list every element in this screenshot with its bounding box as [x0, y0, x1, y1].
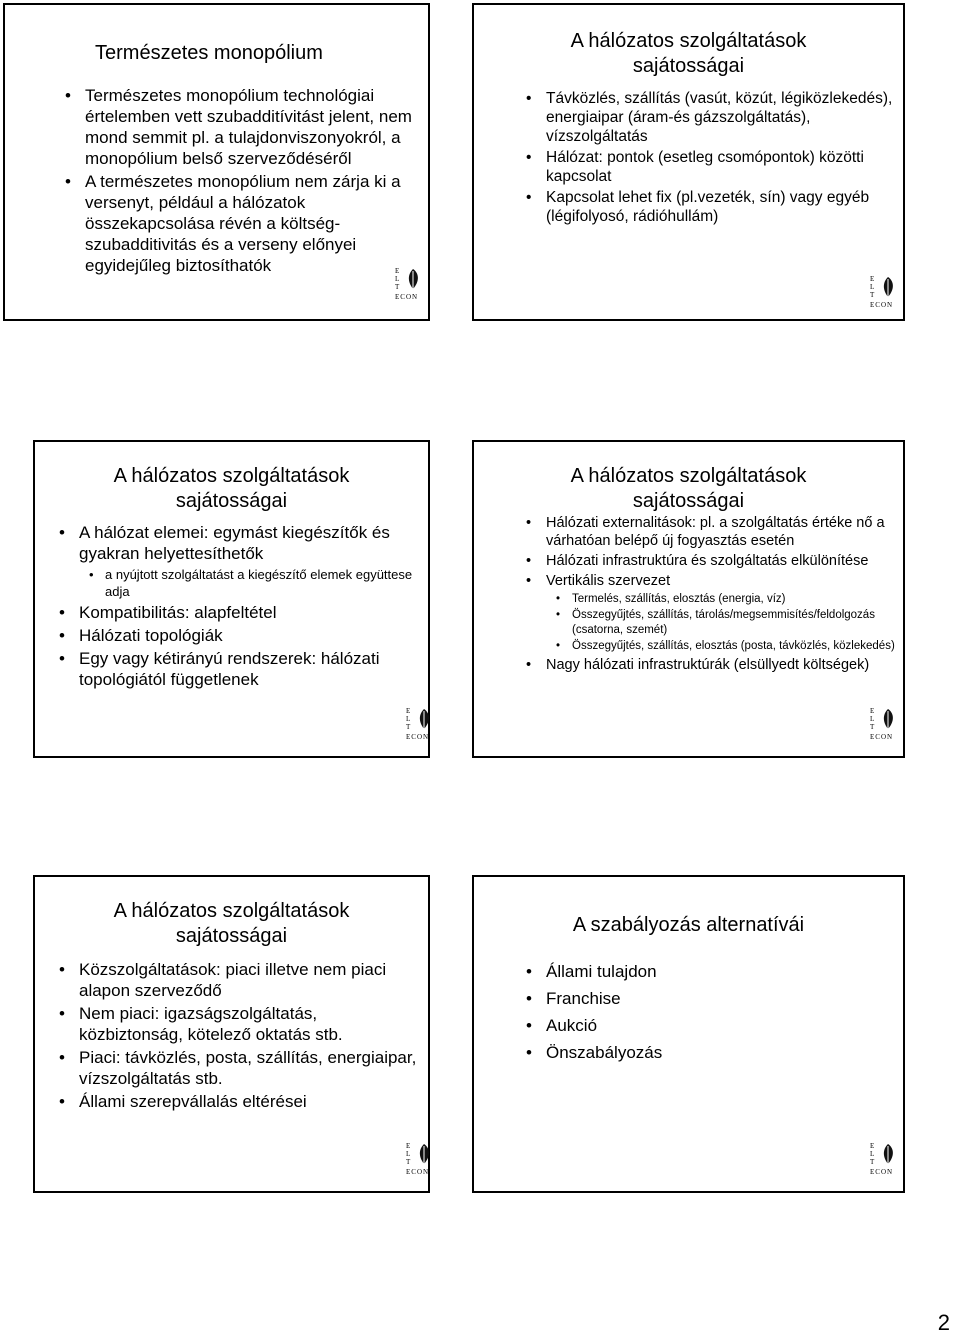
- page-number: 2: [937, 1310, 950, 1335]
- list-item: • Hálózat: pontok (esetleg csomópontok) közötti kapcsolat: [518, 148, 898, 186]
- list-item: • Állami tulajdon: [518, 961, 898, 982]
- bullet-list: [518, 514, 898, 676]
- slide-title: Természetes monopólium: [95, 42, 323, 64]
- sub-bullet-list: [79, 566, 421, 600]
- list-item: • Franchise: [518, 988, 898, 1009]
- slide-5: [33, 875, 430, 1193]
- list-item: • Közszolgáltatások: piaci illetve nem piaci alapon szerveződő: [51, 959, 421, 1001]
- list-item: • Természetes monopólium technológiai értelemben vett szubadditívitást jelent, nem mond semmit pl. a tulajdonviszonyokról, a monopólium belső szerveződéséről: [57, 85, 427, 169]
- elte-econ-logo: E L T ECON: [406, 1142, 430, 1176]
- list-item: • Nem piaci: igazságszolgáltatás, közbiztonság, kötelező oktatás stb.: [51, 1003, 421, 1045]
- sub-list-item: • Összegyűjtés, szállítás, tárolás/megsemmisítés/feldolgozás (csatorna, szemét): [546, 608, 898, 638]
- bullet-list: [518, 961, 898, 1065]
- bullet-list: [518, 89, 898, 228]
- list-item: • Hálózati infrastruktúra és szolgáltatás elkülönítése: [518, 552, 898, 570]
- slide-2: [472, 3, 905, 321]
- elte-econ-logo: E L T ECON: [870, 275, 894, 309]
- sub-list-item: • Termelés, szállítás, elosztás (energia, víz): [546, 592, 898, 607]
- list-item-text: A hálózat elemei: egymást kiegészítők és gyakran helyettesíthetők: [79, 523, 390, 563]
- bullet-list: [57, 85, 427, 278]
- elte-econ-logo: E L T ECON: [870, 1142, 894, 1176]
- slide-title: A hálózatos szolgáltatások sajátosságai: [570, 465, 807, 512]
- list-item: [51, 522, 421, 600]
- list-item: • Kompatibilitás: alapfeltétel: [51, 602, 421, 623]
- list-item: [518, 572, 898, 654]
- list-item: • A természetes monopólium nem zárja ki a versenyt, például a hálózatok összekapcsolása révén a költség-szubadditivitás és a verseny előnyei egyidejűleg biztosíthatók: [57, 171, 427, 276]
- list-item: • Aukció: [518, 1015, 898, 1036]
- list-item: • Hálózati externalitások: pl. a szolgáltatás értéke nő a várhatóan belépő új fogyasztás esetén: [518, 514, 898, 550]
- bullet-list: [51, 959, 421, 1114]
- slide-title: A hálózatos szolgáltatások sajátosságai: [113, 465, 350, 512]
- slide-title: A szabályozás alternatívái: [572, 914, 805, 936]
- slide-3: [33, 440, 430, 758]
- list-item: • Állami szerepvállalás eltérései: [51, 1091, 421, 1112]
- bullet-list: [51, 522, 421, 692]
- elte-econ-logo: E L T ECON: [870, 707, 894, 741]
- list-item: • Távközlés, szállítás (vasút, közút, légiközlekedés), energiaipar (áram-és gázszolgáltatás), vízszolgáltatás: [518, 89, 898, 146]
- elte-econ-logo: E L T ECON: [395, 267, 419, 301]
- sub-list-item: • Összegyűjtés, szállítás, elosztás (posta, távközlés, közlekedés): [546, 639, 898, 654]
- slide-6: [472, 875, 905, 1193]
- list-item-text: Vertikális szervezet: [546, 573, 671, 589]
- list-item: • Piaci: távközlés, posta, szállítás, energiaipar, vízszolgáltatás stb.: [51, 1047, 421, 1089]
- list-item: • Önszabályozás: [518, 1042, 898, 1063]
- elte-econ-logo: E L T ECON: [406, 707, 430, 741]
- list-item: • Kapcsolat lehet fix (pl.vezeték, sín) vagy egyéb (légifolyosó, rádióhullám): [518, 188, 898, 226]
- slide-title: A hálózatos szolgáltatások sajátosságai: [570, 30, 807, 77]
- list-item: • Hálózati topológiák: [51, 625, 421, 646]
- slide-title: A hálózatos szolgáltatások sajátosságai: [113, 900, 350, 947]
- sub-list-item: • a nyújtott szolgáltatást a kiegészítő elemek együttese adja: [79, 566, 421, 600]
- slide-1: [3, 3, 430, 321]
- list-item: • Egy vagy kétirányú rendszerek: hálózati topológiától függetlenek: [51, 648, 421, 690]
- slide-4: [472, 440, 905, 758]
- list-item: • Nagy hálózati infrastruktúrák (elsüllyedt költségek): [518, 656, 898, 674]
- sub-bullet-list: [546, 592, 898, 654]
